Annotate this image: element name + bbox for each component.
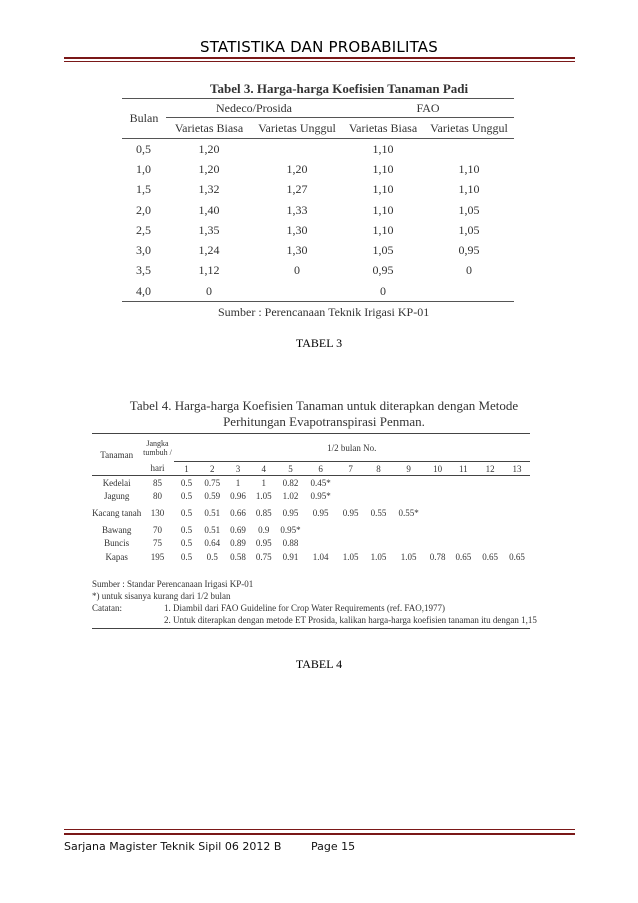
table3-cell: 1,10 bbox=[372, 222, 394, 237]
table4-cell bbox=[393, 523, 425, 537]
table4-cell bbox=[504, 503, 530, 523]
table4-header-half-month-number: 1 bbox=[174, 462, 200, 476]
table4-cell bbox=[450, 503, 476, 523]
table4-cell: 0.75 bbox=[255, 551, 272, 562]
table4-cell: 0.51 bbox=[204, 524, 221, 535]
table4-cell bbox=[476, 476, 504, 490]
table4-cell bbox=[476, 537, 504, 551]
table3-cell-bulan: 2,0 bbox=[136, 202, 151, 217]
table4-cell bbox=[337, 490, 365, 504]
table4-cell-days: 85 bbox=[152, 477, 162, 488]
table4-label: TABEL 4 bbox=[295, 657, 343, 671]
table4-cell: 0.45* bbox=[310, 477, 331, 488]
table3-cell: 1,10 bbox=[372, 182, 394, 197]
table4-cell: 0.95 bbox=[312, 508, 329, 518]
table4-cell bbox=[425, 476, 451, 490]
table4-cell: 0.5 bbox=[180, 508, 193, 518]
table4-cell: 0.5 bbox=[180, 524, 193, 535]
table4-cell: 1 bbox=[261, 477, 266, 488]
table4-footnote: *) untuk sisanya kurang dari 1/2 bulan bbox=[92, 591, 231, 601]
footer-rule-thick bbox=[64, 833, 575, 835]
table4-cell: 0.9 bbox=[258, 524, 270, 535]
table4-cell-days: 75 bbox=[152, 538, 162, 549]
table3-row bbox=[122, 180, 514, 200]
table3-cell: 1,10 bbox=[458, 161, 480, 176]
table3-cell bbox=[424, 139, 514, 160]
table4-cell-tanaman: Kapas bbox=[105, 551, 128, 562]
table4-cell: 0.5 bbox=[180, 551, 193, 562]
table4-header-half-month-number: 6 bbox=[304, 462, 336, 476]
table4-cell: 1.05 bbox=[400, 551, 417, 562]
table3-subheader: Varietas Unggul bbox=[424, 118, 514, 139]
table4-row bbox=[92, 550, 530, 564]
table4-cell bbox=[504, 537, 530, 551]
table4-cell-tanaman: Kedelai bbox=[102, 477, 131, 488]
table3-cell: 0,95 bbox=[372, 263, 394, 278]
table4-cell: 1 bbox=[235, 477, 241, 488]
table3-header-bulan: Bulan bbox=[122, 99, 166, 139]
table4-cell: 0.95 bbox=[282, 508, 299, 518]
table4-cell bbox=[476, 490, 504, 504]
table4-source: Sumber : Standar Perencanaan Irigasi KP-01 bbox=[92, 579, 254, 589]
table3-group-nedeco: Nedeco/Prosida bbox=[166, 99, 342, 118]
table4-cell: 0.69 bbox=[230, 524, 246, 535]
table4-cell bbox=[393, 537, 425, 551]
table4-cell bbox=[337, 537, 365, 551]
table3-cell-bulan: 3,5 bbox=[136, 263, 151, 278]
table4-cell bbox=[304, 523, 336, 537]
table4-cell bbox=[450, 537, 476, 551]
table3-cell: 1,05 bbox=[458, 202, 480, 217]
table3-cell: 1,30 bbox=[286, 222, 308, 237]
table3-subheader: Varietas Unggul bbox=[252, 118, 342, 139]
table4-cell-tanaman: Jagung bbox=[103, 491, 130, 502]
table3-cell: 1,10 bbox=[372, 161, 394, 176]
table4-header-tanaman: Tanaman bbox=[92, 434, 141, 476]
table4-cell bbox=[425, 503, 451, 523]
table4-cell: 0.95 bbox=[255, 538, 272, 549]
table3-row bbox=[122, 220, 514, 240]
table3-cell: 1,35 bbox=[198, 222, 220, 237]
table3-row bbox=[122, 200, 514, 220]
table4-cell bbox=[365, 537, 393, 551]
table3-cell: 0 bbox=[342, 281, 424, 302]
table4-cell: 0.65 bbox=[455, 551, 472, 562]
table4-cell bbox=[337, 523, 365, 537]
table4-cell: 0.51 bbox=[204, 508, 221, 518]
table4-header-half-month-number: 9 bbox=[393, 462, 425, 476]
table3-source: Sumber : Perencanaan Teknik Irigasi KP-01 bbox=[218, 305, 430, 319]
table3-cell: 1,05 bbox=[458, 222, 480, 237]
table3-cell-bulan: 3,0 bbox=[136, 243, 151, 258]
table4-cell: 0.88 bbox=[282, 538, 299, 549]
table4-row bbox=[92, 523, 530, 537]
table4-cell: 1.04 bbox=[312, 551, 329, 562]
table4-cell bbox=[337, 476, 365, 490]
table4-note2-row bbox=[92, 614, 537, 629]
table4-header-half-month-number: 4 bbox=[251, 462, 277, 476]
table4-notes-label: Catatan: bbox=[92, 603, 122, 613]
table4-cell bbox=[504, 490, 530, 504]
table4-header-half-month-number: 13 bbox=[504, 462, 530, 476]
table4-cell bbox=[304, 537, 336, 551]
table4-header-jangka: Jangka tumbuh / bbox=[141, 434, 173, 462]
table4-cell-days: 130 bbox=[150, 508, 165, 518]
table4-row bbox=[92, 476, 530, 490]
table4-cell bbox=[393, 476, 425, 490]
table4-cell: 1.05 bbox=[370, 551, 387, 562]
table3-cell: 1,20 bbox=[286, 161, 308, 176]
table3-cell: 0 bbox=[466, 263, 472, 278]
table4-cell: 0.55 bbox=[370, 508, 387, 518]
table4-cell: 0.78 bbox=[429, 551, 446, 562]
table4-cell bbox=[450, 476, 476, 490]
table4-cell bbox=[504, 476, 530, 490]
table4-cell: 0.65 bbox=[482, 551, 499, 562]
table4-note2: 2. Untuk diterapkan dengan metode ET Prosida, kalikan harga-harga koefisien tanaman itu dengan 1,15 bbox=[164, 615, 537, 625]
table4-cell-tanaman: Bawang bbox=[101, 524, 132, 535]
table3-row bbox=[122, 240, 514, 260]
table3-label: TABEL 3 bbox=[295, 336, 343, 350]
table4-header-half-month-number: 12 bbox=[476, 462, 504, 476]
table4-cell: 1.05 bbox=[342, 551, 359, 562]
table4-cell: 0.59 bbox=[204, 491, 221, 502]
table4-cell bbox=[476, 503, 504, 523]
table4-cell: 1.05 bbox=[255, 491, 272, 502]
table4-cell: 0.89 bbox=[230, 538, 246, 549]
table4-cell-tanaman: Buncis bbox=[104, 538, 130, 549]
header-rule-thin bbox=[64, 61, 575, 62]
table3-cell bbox=[252, 281, 342, 302]
table3-cell: 1,20 bbox=[198, 141, 220, 156]
table3-cell: 0 bbox=[166, 281, 252, 302]
table3-row bbox=[122, 281, 514, 302]
table4-cell: 0.5 bbox=[206, 551, 218, 562]
table3-cell: 1,10 bbox=[458, 182, 480, 197]
table4-header-half-month-number: 11 bbox=[450, 462, 476, 476]
table3-subheader: Varietas Biasa bbox=[342, 118, 424, 139]
table4-header-half-month: 1/2 bulan No. bbox=[174, 434, 530, 462]
table3-cell: 1,10 bbox=[372, 202, 394, 217]
table4-cell: 0.82 bbox=[282, 477, 299, 488]
page-header-title: STATISTIKA DAN PROBABILITAS bbox=[200, 38, 438, 56]
table4-header-half-month-number: 10 bbox=[425, 462, 451, 476]
table4-notes bbox=[92, 578, 537, 629]
table4-cell: 0.5 bbox=[180, 477, 193, 488]
table3-caption: Tabel 3. Harga-harga Koefisien Tanaman Padi bbox=[210, 81, 469, 96]
table3-row bbox=[122, 261, 514, 281]
table3-cell: 1,10 bbox=[372, 141, 394, 156]
table4-cell-days: 195 bbox=[150, 551, 165, 562]
table4-cell-days: 80 bbox=[152, 491, 162, 502]
table4 bbox=[92, 433, 530, 564]
table4-cell: 0.75 bbox=[204, 477, 221, 488]
table3-cell bbox=[424, 281, 514, 302]
table4-cell-tanaman: Kacang tanah bbox=[92, 507, 142, 518]
table3-cell: 0 bbox=[294, 263, 300, 278]
table3-cell-bulan: 1,5 bbox=[136, 182, 151, 197]
table4-header-half-month-number: 3 bbox=[225, 462, 251, 476]
table4-row bbox=[92, 490, 530, 504]
table3-cell: 1,05 bbox=[372, 243, 394, 258]
table4-header-half-month-number: 2 bbox=[199, 462, 225, 476]
table4-cell bbox=[450, 523, 476, 537]
table4-cell bbox=[504, 523, 530, 537]
table4-cell: 0.66 bbox=[230, 508, 246, 518]
table4-cell: 1.02 bbox=[282, 491, 299, 502]
table3-cell: 0,95 bbox=[458, 243, 480, 258]
table4-cell: 0.5 bbox=[180, 491, 193, 502]
table4-cell: 0.96 bbox=[230, 491, 246, 502]
table3-cell-bulan: 0,5 bbox=[136, 141, 151, 156]
table4-cell bbox=[476, 523, 504, 537]
table4-cell bbox=[393, 490, 425, 504]
table4-row bbox=[92, 537, 530, 551]
table4-cell: 0.91 bbox=[282, 551, 299, 562]
table4-header-half-month-number: 5 bbox=[277, 462, 305, 476]
table4-cell: 0.95* bbox=[310, 491, 331, 502]
table4-cell: 0.85 bbox=[255, 508, 272, 518]
table4-row bbox=[92, 503, 530, 523]
table3-cell: 1,40 bbox=[198, 202, 220, 217]
table4-cell: 0.64 bbox=[204, 538, 221, 549]
table3-cell: 1,27 bbox=[286, 182, 308, 197]
table4-cell bbox=[365, 490, 393, 504]
table3-group-fao: FAO bbox=[342, 99, 514, 118]
table3-cell: 1,20 bbox=[198, 161, 220, 176]
table4-cell: 0.95 bbox=[342, 508, 359, 518]
table4-caption-line1: Tabel 4. Harga-harga Koefisien Tanaman untuk diterapkan dengan Metode bbox=[129, 398, 519, 413]
table4-cell bbox=[365, 523, 393, 537]
table4-caption-line2: Perhitungan Evapotranspirasi Penman. bbox=[223, 414, 425, 429]
table3-cell: 1,12 bbox=[198, 263, 220, 278]
table4-cell bbox=[425, 523, 451, 537]
table4-cell bbox=[425, 490, 451, 504]
table3-cell-bulan: 2,5 bbox=[136, 222, 151, 237]
table4-cell-days: 70 bbox=[152, 524, 162, 535]
table4-cell: 0.55* bbox=[398, 508, 419, 518]
table4-cell bbox=[425, 537, 451, 551]
table4-cell: 0.95* bbox=[280, 524, 301, 535]
table4-cell: 0.58 bbox=[230, 551, 246, 562]
table4-header-half-month-number: 7 bbox=[337, 462, 365, 476]
table3-row bbox=[122, 139, 514, 160]
footer-text: Sarjana Magister Teknik Sipil 06 2012 B bbox=[64, 840, 282, 853]
footer-rule-thin bbox=[64, 829, 575, 830]
table3-cell: 1,30 bbox=[286, 243, 308, 258]
table4-header-hari: hari bbox=[141, 462, 173, 476]
table3-cell: 1,24 bbox=[198, 243, 220, 258]
table3-subheader: Varietas Biasa bbox=[166, 118, 252, 139]
table3-cell: 1,32 bbox=[198, 182, 220, 197]
table4-cell: 0.5 bbox=[180, 538, 193, 549]
table4-note1-row bbox=[92, 602, 530, 614]
table3-row bbox=[122, 159, 514, 179]
table3-cell-bulan: 1,0 bbox=[136, 161, 151, 176]
table3-cell: 1,33 bbox=[286, 202, 308, 217]
table4-cell: 0.65 bbox=[509, 551, 525, 562]
table3-cell-bulan: 4,0 bbox=[122, 281, 166, 302]
table3 bbox=[122, 98, 514, 302]
table4-header-half-month-number: 8 bbox=[365, 462, 393, 476]
table3-cell bbox=[252, 139, 342, 160]
page-number: Page 15 bbox=[311, 840, 356, 853]
table4-cell bbox=[365, 476, 393, 490]
table4-note1: 1. Diambil dari FAO Guideline for Crop Water Requirements (ref. FAO,1977) bbox=[164, 603, 445, 613]
table4-cell bbox=[450, 490, 476, 504]
header-rule-thick bbox=[64, 57, 575, 59]
